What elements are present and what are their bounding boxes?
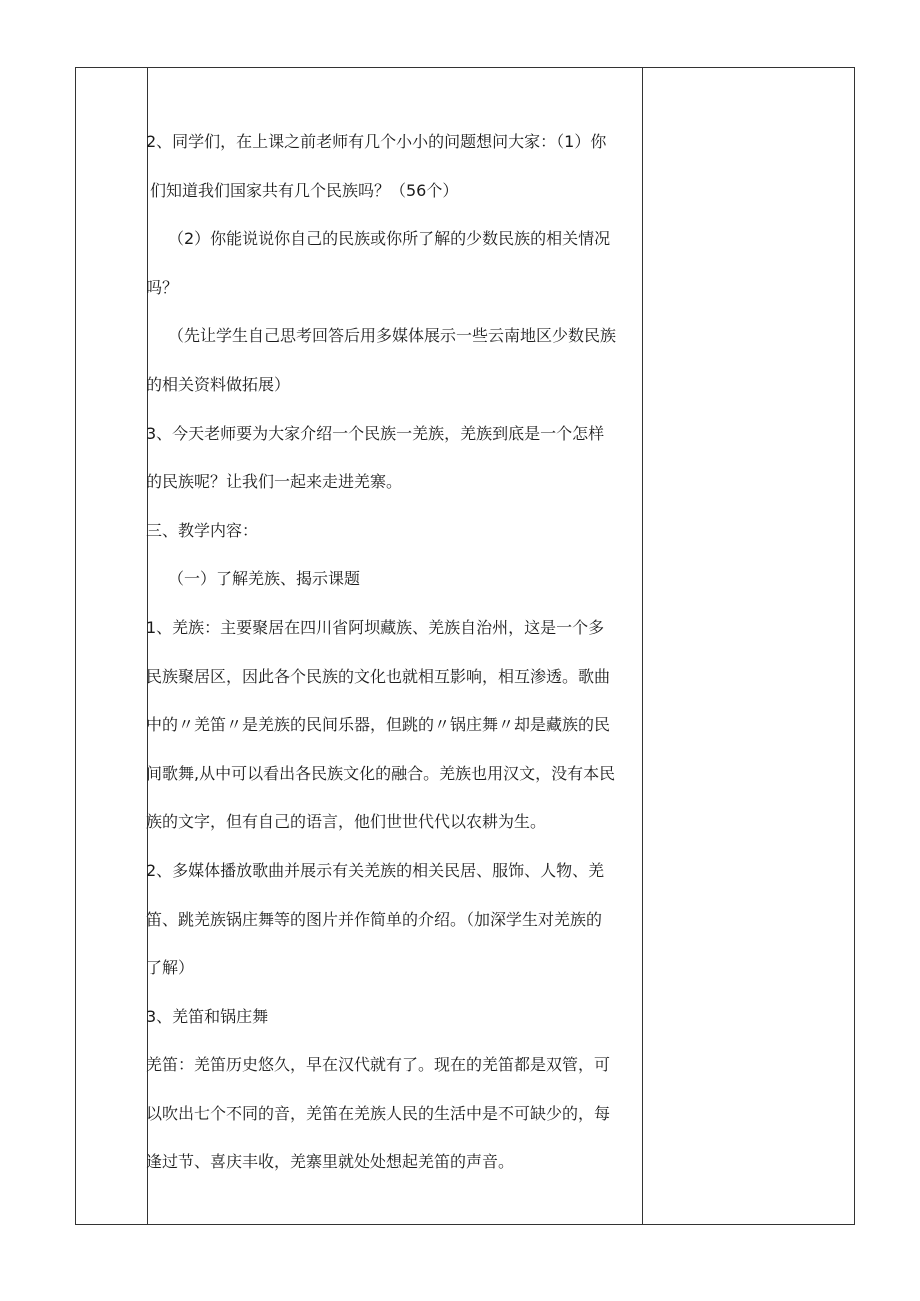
- text-line: 2、同学们，在上课之前老师有几个小小的问题想问大家：（1）你: [146, 132, 607, 151]
- text-line: 1、羌族：主要聚居在四川省阿坝藏族、羌族自治州，这是一个多: [146, 617, 605, 637]
- text-line: 们知道我们国家共有几个民族吗？（56个）: [150, 180, 459, 200]
- text-line: 中的〃羌笛〃是羌族的民间乐器，但跳的〃锅庄舞〃却是藏族的民: [146, 715, 611, 735]
- lesson-content: [146, 118, 642, 1187]
- text-line: 笛、跳羌族锅庄舞等的图片并作简单的介绍。（加深学生对羌族的: [146, 909, 603, 929]
- text-line: 了解）: [146, 958, 195, 978]
- text-line: 羌笛：羌笛历史悠久，早在汉代就有了。现在的羌笛都是双管，可: [146, 1055, 611, 1075]
- text-line: 民族聚居区，因此各个民族的文化也就相互影响，相互渗透。歌曲: [146, 666, 611, 686]
- text-line: 族的文字，但有自己的语言，他们世世代代以农耕为生。: [146, 812, 547, 832]
- text-line: 间歌舞,从中可以看出各民族文化的融合。羌族也用汉文，没有本民: [146, 763, 616, 783]
- text-line: 逢过节、喜庆丰收，羌寨里就处处想起羌笛的声音。: [146, 1152, 515, 1172]
- section-heading: 三、教学内容：: [146, 520, 259, 540]
- text-line: 吗？: [146, 277, 179, 297]
- subsection-heading: （一）了解羌族、揭示课题: [168, 569, 361, 589]
- text-line: 以吹出七个不同的音，羌笛在羌族人民的生活中是不可缺少的，每: [146, 1103, 611, 1123]
- text-line: 的民族呢？让我们一起来走进羌寨。: [146, 472, 403, 492]
- text-line: 3、今天老师要为大家介绍一个民族一羌族，羌族到底是一个怎样: [146, 423, 605, 443]
- text-line: （先让学生自己思考回答后用多媒体展示一些云南地区少数民族: [168, 326, 617, 346]
- text-line: （2）你能说说你自己的民族或你所了解的少数民族的相关情况: [168, 229, 611, 249]
- table-column-divider-right: [642, 68, 643, 1224]
- text-line: 的相关资料做拓展）: [146, 374, 291, 394]
- text-line: 2、多媒体播放歌曲并展示有关羌族的相关民居、服饰、人物、羌: [146, 860, 605, 880]
- text-line: 3、羌笛和锅庄舞: [146, 1006, 269, 1026]
